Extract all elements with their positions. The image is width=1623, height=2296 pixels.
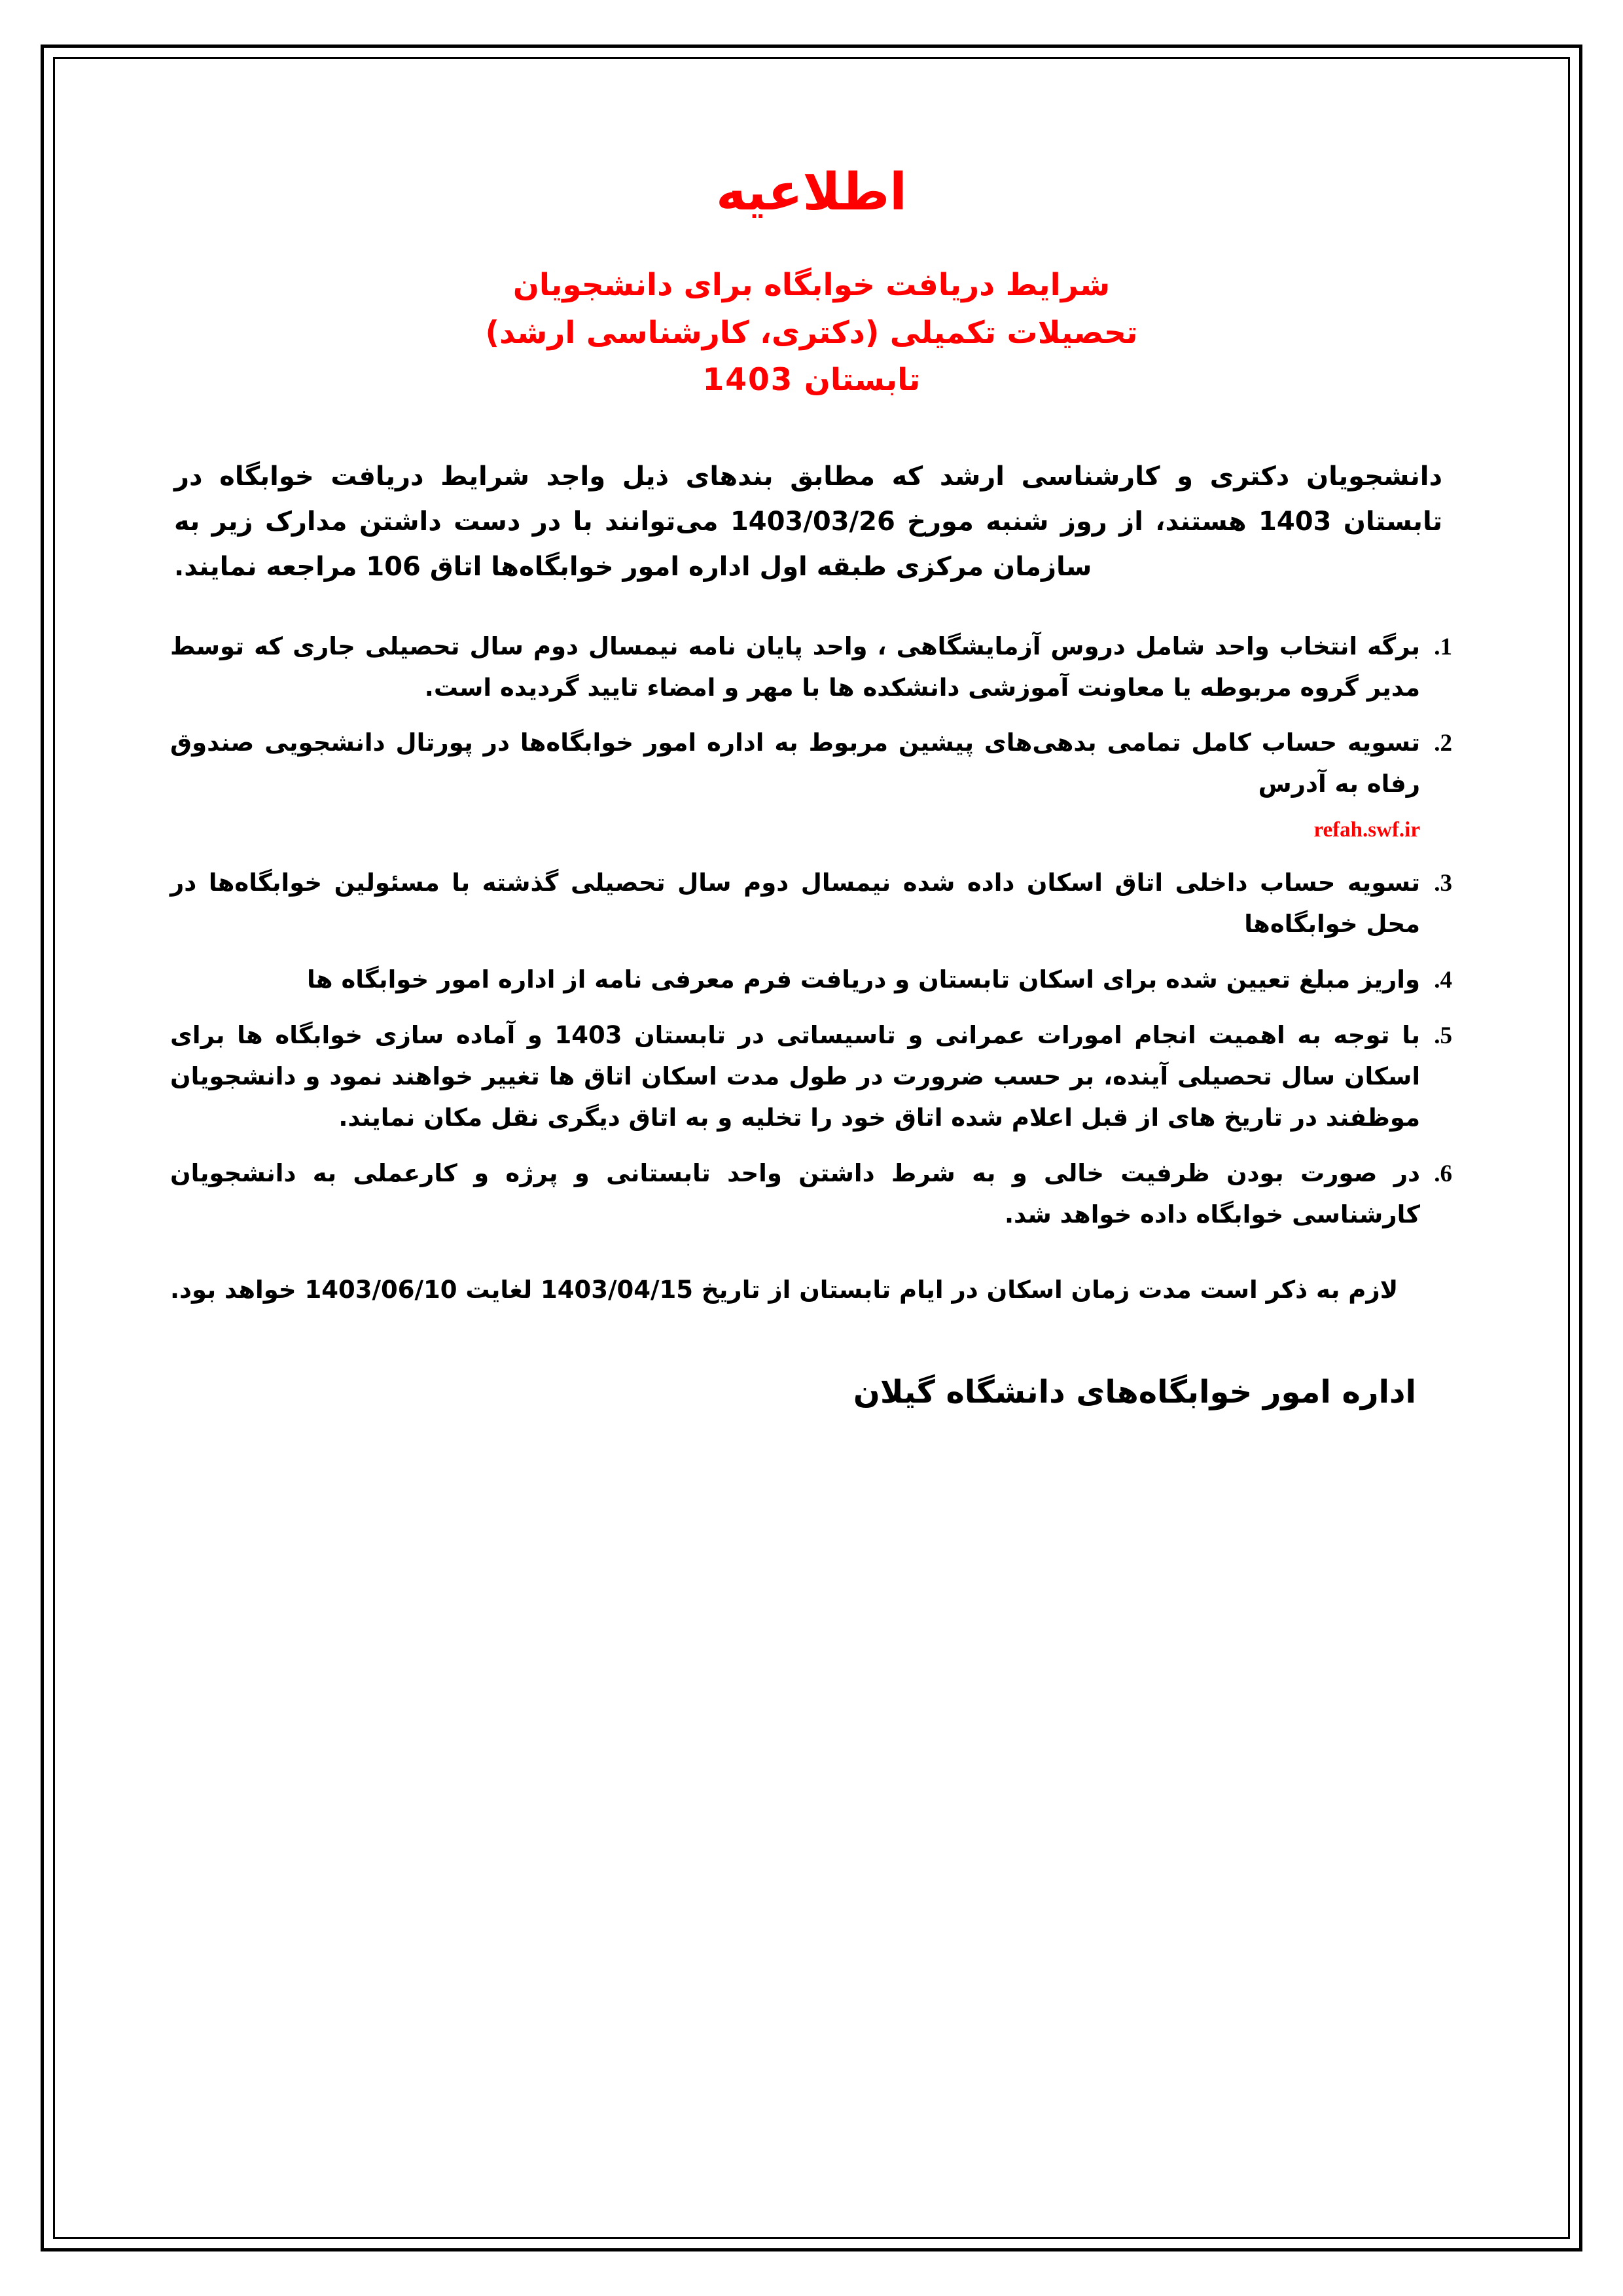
list-item bbox=[170, 723, 1428, 848]
subtitle-line-3 bbox=[213, 357, 1410, 404]
subtitle-year: 1403 bbox=[702, 362, 794, 399]
duration-note: لازم به ذکر است مدت زمان اسکان در ایام تابستان از تاریخ 1403/04/15 لغایت 1403/06/10 خواهد بود. bbox=[170, 1276, 1399, 1304]
page-subtitle bbox=[128, 262, 1495, 405]
subtitle-line-2: تحصیلات تکمیلی (دکتری، کارشناسی ارشد) bbox=[485, 314, 1138, 351]
conditions-list bbox=[128, 626, 1495, 1236]
page-border-inner bbox=[53, 57, 1570, 2239]
intro-paragraph: دانشجویان دکتری و کارشناسی ارشد که مطابق بندهای ذیل واجد شرایط دریافت خوابگاه در تابستان 1403 هستند، از روز شنبه مورخ 1403/03/26 می‌توانند با در دست داشتن مدارک زیر به سازمان مرکزی طبقه اول اداره امور خوابگاه‌ها اتاق 106 مراجعه نمایند. bbox=[174, 461, 1442, 582]
refah-portal-link[interactable]: refah.swf.ir bbox=[1313, 818, 1420, 842]
signature-line: اداره امور خوابگاه‌های دانشگاه گیلان bbox=[853, 1374, 1416, 1411]
list-item-text: تسویه حساب کامل تمامی بدهی‌های پیشین مربوط به اداره امور خوابگاه‌ها در پورتال دانشجویی صندوق رفاه به آدرس bbox=[170, 728, 1420, 798]
list-item: 1. برگه انتخاب واحد شامل دروس آزمایشگاهی ، واحد پایان نامه نیمسال دوم سال تحصیلی جاری که توسط مدیر گروه مربوطه یا معاونت آموزشی دانشکده ها با مهر و امضاء تایید گردیده است. bbox=[170, 626, 1428, 709]
list-item: 4. واریز مبلغ تعیین شده برای اسکان تابستان و دریافت فرم معرفی نامه از اداره امور خوابگاه ها bbox=[170, 960, 1428, 1001]
list-item: 6. در صورت بودن ظرفیت خالی و به شرط داشتن واحد تابستانی و پرژه و کارعملی به دانشجویان کارشناسی خوابگاه داده خواهد شد. bbox=[170, 1153, 1428, 1236]
list-item: 3. تسویه حساب داخلی اتاق اسکان داده شده نیمسال دوم سال تحصیلی گذشته با مسئولین خوابگاه‌ها در محل خوابگاه‌ها bbox=[170, 863, 1428, 945]
subtitle-line-1: شرایط دریافت خوابگاه برای دانشجویان bbox=[512, 266, 1111, 303]
page-title: اطلاعیه bbox=[716, 163, 907, 222]
page-border-outer bbox=[41, 45, 1582, 2251]
list-item: 5. با توجه به اهمیت انجام امورات عمرانی و تاسیساتی در تابستان 1403 و آماده سازی خوابگاه ها برای اسکان سال تحصیلی آینده، بر حسب ضرورت در طول مدت اسکان اتاق ها تغییر خواهند نمود و دانشجویان موظفند در تاریخ های از قبل اعلام شده اتاق خود را تخلیه و به اتاق دیگری نقل مکان نمایند. bbox=[170, 1015, 1428, 1139]
subtitle-season: تابستان bbox=[804, 362, 921, 399]
